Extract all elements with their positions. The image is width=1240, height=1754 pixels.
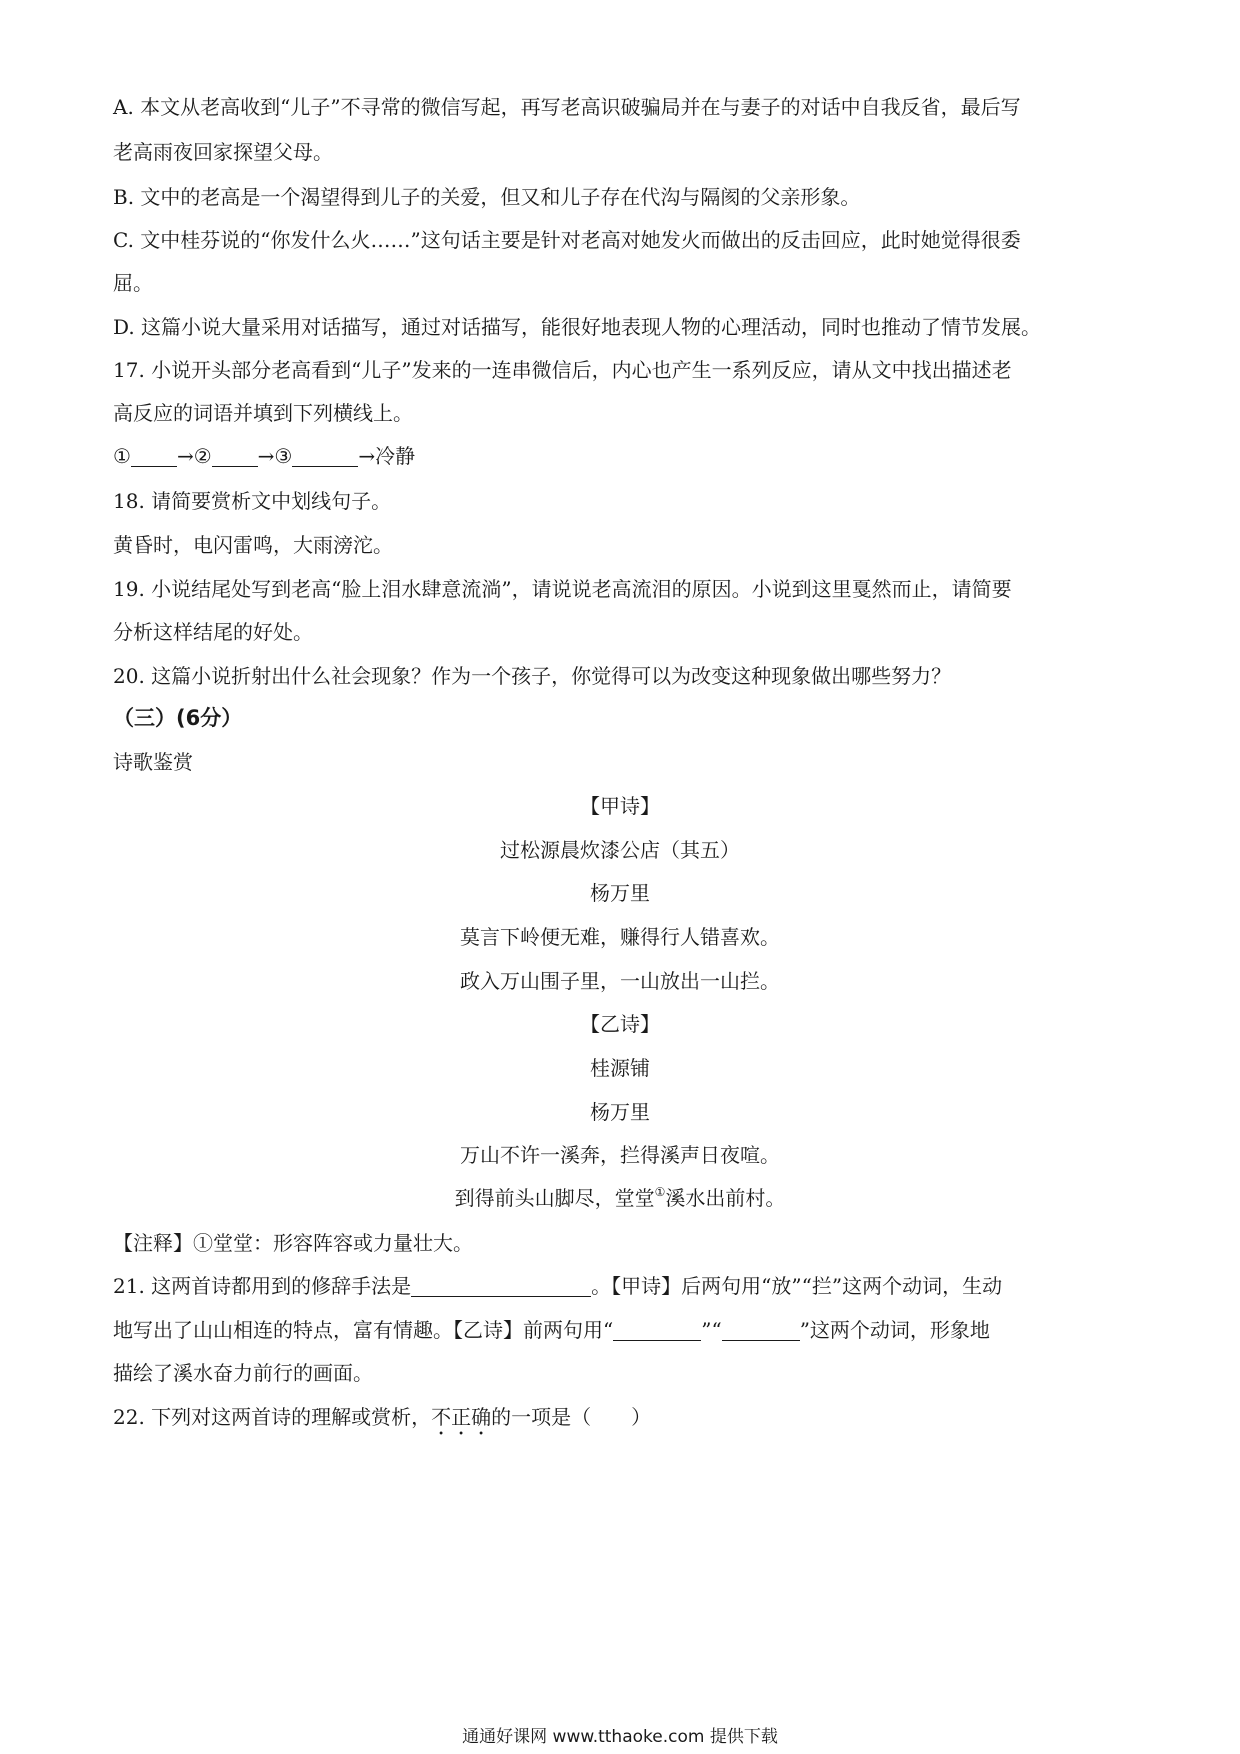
q18-line1: 18. 请简要赏析文中划线句子。	[113, 489, 392, 513]
option-a-line2: 老高雨夜回家探望父母。	[113, 140, 333, 164]
option-d: D. 这篇小说大量采用对话描写，通过对话描写，能很好地表现人物的心理活动，同时也推动了情节发展。	[113, 315, 1042, 339]
q17-end: →冷静	[358, 444, 416, 468]
poem2-title: 桂源铺	[590, 1056, 650, 1080]
q22-text-1: 22. 下列对这两首诗的理解或赏析，	[113, 1405, 432, 1429]
page-footer: 通通好课网 www.tthaoke.com 提供下载	[462, 1727, 778, 1747]
q21-line3: 描绘了溪水奋力前行的画面。	[113, 1361, 373, 1385]
option-c-line2: 屈。	[113, 271, 153, 295]
q21-text-3: 地写出了山山相连的特点，富有情趣。【乙诗】前两句用“	[113, 1318, 614, 1342]
poem2-author: 杨万里	[590, 1100, 650, 1124]
q22-line	[113, 1402, 651, 1440]
q17-blank-3[interactable]	[292, 444, 358, 467]
poem1-label: 【甲诗】	[580, 794, 660, 818]
q20: 20. 这篇小说折射出什么社会现象？作为一个孩子，你觉得可以为改变这种现象做出哪些努力？	[113, 664, 952, 688]
q17-blank-2[interactable]	[212, 444, 258, 467]
q21-line2	[113, 1315, 990, 1345]
q17-arrow-2: →②	[176, 444, 212, 468]
poem2-line2	[0, 1183, 1240, 1213]
q17-blank-1[interactable]	[131, 444, 177, 467]
q21-line1	[113, 1271, 1002, 1301]
q17-line2: 高反应的词语并填到下列横线上。	[113, 401, 413, 425]
q17-answer-line	[113, 441, 415, 471]
q21-text-5: ”这两个动词，形象地	[799, 1318, 990, 1342]
q21-blank-verb-1[interactable]	[613, 1318, 701, 1341]
q19-line2: 分析这样结尾的好处。	[113, 620, 313, 644]
poem1-title: 过松源晨炊漆公店（其五）	[500, 838, 740, 862]
poem2-label: 【乙诗】	[580, 1012, 660, 1036]
poem2-line2-end: 溪水出前村。	[665, 1186, 786, 1210]
option-a-line1: A. 本文从老高收到“儿子”不寻常的微信写起，再写老高识破骗局并在与妻子的对话中自我反省，最后写	[113, 95, 1021, 119]
poem1-author: 杨万里	[590, 881, 650, 905]
q21-text-1: 21. 这两首诗都用到的修辞手法是	[113, 1274, 412, 1298]
q21-text-4: ”“	[701, 1318, 722, 1342]
poem2-line1: 万山不许一溪奔，拦得溪声日夜喧。	[460, 1143, 780, 1167]
option-c-line1: C. 文中桂芬说的“你发什么火……”这句话主要是针对老高对她发火而做出的反击回应，此时她觉得很委	[113, 228, 1021, 252]
option-b: B. 文中的老高是一个渴望得到儿子的关爱，但又和儿子存在代沟与隔阂的父亲形象。	[113, 185, 861, 209]
q21-blank-rhetoric[interactable]	[411, 1274, 591, 1297]
q22-text-2: 的一项是（ ）	[491, 1405, 652, 1429]
footnote-marker: ①	[654, 1185, 666, 1199]
q17-arrow-3: →③	[257, 444, 293, 468]
poem1-line1: 莫言下岭便无难，赚得行人错喜欢。	[460, 925, 780, 949]
section-heading: （三）(6分）	[113, 706, 243, 730]
q22-emphasis: 不正确	[431, 1405, 492, 1429]
q18-quote: 黄昏时，电闪雷鸣，大雨滂沱。	[113, 533, 393, 557]
poem2-line2-start: 到得前头山脚尽，堂堂	[454, 1186, 655, 1210]
q19-line1: 19. 小说结尾处写到老高“脸上泪水肆意流淌”，请说说老高流泪的原因。小说到这里戛然而止，请简要	[113, 577, 1012, 601]
annotation-note: 【注释】①堂堂：形容阵容或力量壮大。	[113, 1231, 473, 1255]
q21-blank-verb-2[interactable]	[722, 1318, 800, 1341]
q17-marker: ①	[113, 444, 131, 468]
q21-text-2: 。【甲诗】后两句用“放”“拦”这两个动词，生动	[591, 1274, 1003, 1298]
section-subheading: 诗歌鉴赏	[113, 750, 193, 774]
q17-line1: 17. 小说开头部分老高看到“儿子”发来的一连串微信后，内心也产生一系列反应，请从文中找出描述老	[113, 358, 1012, 382]
poem1-line2: 政入万山围子里，一山放出一山拦。	[460, 969, 780, 993]
